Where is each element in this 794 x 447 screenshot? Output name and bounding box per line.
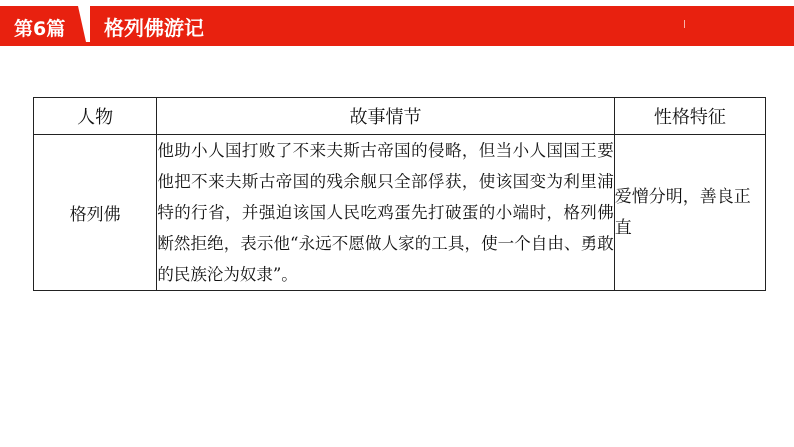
column-header-plot: 故事情节	[157, 98, 614, 135]
person-cell: 格列佛	[34, 135, 157, 291]
character-table	[33, 97, 766, 291]
chapter-label: 第6篇	[14, 18, 66, 40]
table-header-row	[34, 98, 766, 135]
trait-cell: 爱憎分明，善良正直	[614, 135, 765, 291]
header	[0, 0, 794, 46]
plot-cell: 他助小人国打败了不来夫斯古帝国的侵略，但当小人国国王要他把不来夫斯古帝国的残余舰只全部俘获，使该国变为利里浦特的行省，并强迫该国人民吃鸡蛋先打破蛋的小端时，格列佛断然拒绝，表示他“永远不愿做人家的工具，使一个自由、勇敢的民族沦为奴隶”。	[157, 135, 614, 291]
page-title: 格列佛游记	[104, 16, 204, 40]
column-header-person: 人物	[34, 98, 157, 135]
header-divider	[0, 42, 794, 46]
decorative-mark	[684, 20, 685, 28]
column-header-trait: 性格特征	[614, 98, 765, 135]
table-row	[34, 135, 766, 291]
